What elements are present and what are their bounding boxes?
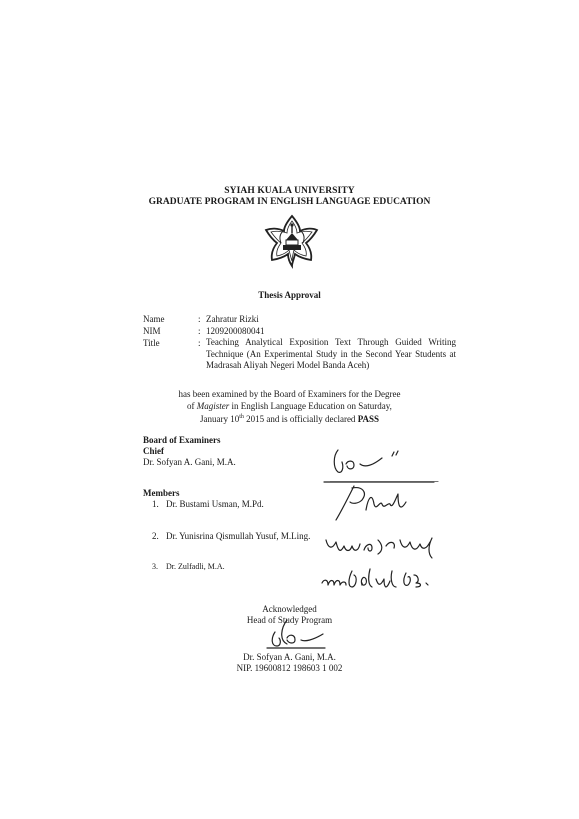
degree-name: Magister [196, 400, 230, 411]
head-signature [265, 618, 335, 652]
thesis-title: Teaching Analytical Exposition Text Through Guided Writing Technique (An Experimental Study in the Second Year Students at Madrasah Aliyah Negeri Model Banda Aceh) [206, 337, 456, 370]
chief-label: Chief [143, 446, 164, 456]
member-number: 3. [152, 562, 158, 571]
student-nim: 1209200080041 [206, 326, 265, 336]
statement-line-1: has been examined by the Board of Examiners for the Degree [178, 389, 401, 399]
name-label: Name [143, 314, 165, 324]
acknowledged-text: Acknowledged [262, 604, 317, 614]
program-name: GRADUATE PROGRAM IN ENGLISH LANGUAGE EDUCATION [148, 197, 431, 207]
board-heading: Board of Examiners [143, 435, 221, 445]
title-colon: : [198, 338, 201, 348]
statement-line-3: January 10th 2015 and is officially declared PASS [199, 414, 380, 424]
member-name: Dr. Yunisrina Qismullah Yusuf, M.Ling. [166, 531, 311, 541]
name-colon: : [198, 314, 201, 324]
university-name: SYIAH KUALA UNIVERSITY [224, 186, 355, 196]
university-logo [264, 213, 320, 269]
nim-label: NIM [143, 326, 161, 336]
member-2-signature [320, 532, 445, 562]
chief-signature [330, 442, 440, 482]
members-label: Members [143, 488, 180, 498]
member-name: Dr. Bustami Usman, M.Pd. [166, 499, 264, 509]
head-nip: NIP. 19600812 198603 1 002 [236, 663, 343, 673]
member-number: 1. [152, 499, 159, 509]
head-name: Dr. Sofyan A. Gani, M.A. [243, 652, 336, 662]
chief-name: Dr. Sofyan A. Gani, M.A. [143, 457, 236, 467]
member-name: Dr. Zulfadli, M.A. [166, 562, 225, 571]
nim-colon: : [198, 326, 201, 336]
examination-statement [0, 389, 579, 426]
statement-line-2: of Magister in English Language Education on Saturday, [187, 400, 392, 411]
result-pass: PASS [357, 414, 380, 424]
title-label: Title [143, 338, 160, 348]
member-1-signature [322, 480, 437, 522]
document-title: Thesis Approval [258, 290, 321, 300]
student-name: Zahratur Rizki [206, 314, 259, 324]
head-of-program-text: Head of Study Program [246, 615, 333, 625]
member-3-signature [318, 565, 446, 595]
member-number: 2. [152, 531, 159, 541]
